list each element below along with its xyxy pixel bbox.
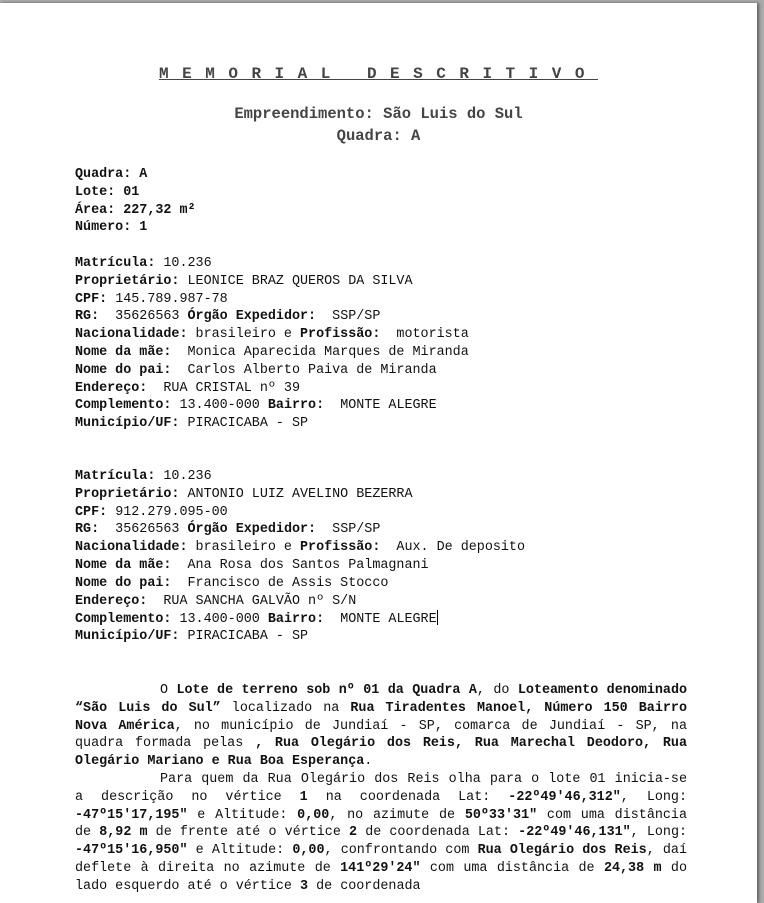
field-value: 10.236 xyxy=(155,256,212,271)
field-value: 1 xyxy=(131,220,148,236)
text-run: e Altitude: xyxy=(187,843,293,859)
field-value: brasileiro e xyxy=(187,327,300,343)
field-label: CPF: xyxy=(75,504,108,520)
document-page xyxy=(0,3,757,903)
lot-info-row xyxy=(75,184,695,202)
field-value: Aux. De deposito xyxy=(380,540,526,556)
proprietario-row xyxy=(75,273,695,291)
field-label: Nome da mãe: xyxy=(75,557,172,573)
field-value: Carlos Alberto Paiva de Miranda xyxy=(171,362,437,378)
field-label: Quadra: xyxy=(75,167,132,182)
text-run: localizado na xyxy=(220,700,351,716)
field-label: Bairro: xyxy=(267,612,325,628)
text-cursor[interactable] xyxy=(437,610,438,625)
pai-row xyxy=(75,362,695,380)
text-run: de coordenada xyxy=(308,878,421,894)
text-run: 2 xyxy=(349,825,358,841)
endereco-row xyxy=(75,380,695,398)
text-run: , daí deflete à direita no azimute de xyxy=(75,843,687,876)
text-run: -22º49'46,312" xyxy=(508,789,621,805)
quadra-heading: Quadra: A xyxy=(336,127,421,145)
text-run: -47º15'17,195" xyxy=(75,807,188,823)
text-run: -47º15'16,950" xyxy=(75,843,188,859)
field-label: Proprietário: xyxy=(75,486,180,502)
text-run: 3 xyxy=(300,878,309,894)
field-label: Área: xyxy=(75,202,116,218)
field-value: 912.279.095-00 xyxy=(107,504,228,520)
text-run: , Long: xyxy=(620,789,687,805)
field-label: Endereço: xyxy=(75,593,148,609)
description-paragraph-1 xyxy=(75,682,687,771)
field-label: Lote: xyxy=(75,184,116,200)
field-label: Nome do pai: xyxy=(75,575,172,591)
text-run: do lado esquerdo até o vértice xyxy=(75,860,687,894)
field-label: RG: xyxy=(75,309,100,325)
text-run: , confrontando com xyxy=(324,843,478,859)
field-value: SSP/SP xyxy=(316,309,381,325)
field-label: Município/UF: xyxy=(75,416,180,432)
field-value: 145.789.987-78 xyxy=(107,291,228,307)
municipio-row xyxy=(75,415,695,433)
field-value: motorista xyxy=(380,327,469,343)
field-label: Município/UF: xyxy=(75,629,180,645)
text-run: 50º33'31" xyxy=(464,807,538,823)
field-value: Francisco de Assis Stocco xyxy=(171,575,389,591)
mae-row xyxy=(75,557,695,575)
empreendimento-heading: Empreendimento: São Luis do Sul xyxy=(234,105,523,123)
field-value: 35626563 xyxy=(99,309,188,325)
nacionalidade-row xyxy=(75,539,695,557)
field-value: MONTE ALEGRE xyxy=(324,612,437,628)
field-label: Complemento: xyxy=(75,398,172,414)
pai-row xyxy=(75,575,695,593)
field-value: Ana Rosa dos Santos Palmagnani xyxy=(171,557,429,573)
nacionalidade-row xyxy=(75,326,695,344)
field-label: Matrícula: xyxy=(75,469,156,484)
text-run: Loteamento denominado “São Luis do Sul” xyxy=(75,683,688,716)
text-run: 141º29'24" xyxy=(340,860,421,876)
lot-info-row xyxy=(75,202,695,220)
text-run: , Rua Olegário dos Reis, Rua Marechal Deodoro, Rua Olegário Mariano e Rua Boa Esperança xyxy=(75,736,687,770)
text-run: Para quem da Rua Olegário dos Reis olha para o lote 01 inicia-se a descrição no vértice xyxy=(75,771,687,805)
owner-block-1 xyxy=(75,255,695,433)
text-run: , no azimute de xyxy=(329,807,465,823)
field-value: 10.236 xyxy=(155,469,212,484)
lot-info-row xyxy=(75,166,695,184)
field-label: Nome do pai: xyxy=(75,362,172,378)
text-run: e Altitude: xyxy=(187,807,298,823)
document-title: MEMORIAL DESCRITIVO xyxy=(159,65,598,83)
lot-info xyxy=(75,166,695,237)
text-run: com uma distância de xyxy=(420,860,604,876)
field-label: Órgão Expedidor: xyxy=(187,309,317,325)
field-label: Profissão: xyxy=(300,540,381,556)
municipio-row xyxy=(75,628,695,646)
matricula-row xyxy=(75,468,695,486)
rg-row xyxy=(75,521,695,539)
proprietario-row xyxy=(75,486,695,504)
field-value: MONTE ALEGRE xyxy=(324,398,437,414)
field-value: 227,32 m² xyxy=(115,202,196,218)
field-label: Nacionalidade: xyxy=(75,540,188,556)
text-run: na coordenada Lat: xyxy=(307,789,509,805)
text-run: , no município de Jundiaí - SP, comarca de Jundiaí - SP, na quadra formada pelas xyxy=(75,718,687,752)
mae-row xyxy=(75,344,695,362)
text-run: Rua Olegário dos Reis xyxy=(477,843,647,859)
field-label: Nome da mãe: xyxy=(75,344,172,360)
text-run: Lote de terreno sob nº 01 da Quadra A xyxy=(176,683,477,698)
text-run: 8,92 m xyxy=(99,825,148,841)
field-value: LEONICE BRAZ QUEROS DA SILVA xyxy=(179,273,413,289)
rg-row xyxy=(75,308,695,326)
description-paragraph-2 xyxy=(75,771,687,896)
field-value: PIRACICABA - SP xyxy=(179,629,309,645)
field-value: 35626563 xyxy=(99,522,188,538)
text-run: , do xyxy=(476,683,518,698)
field-value: ANTONIO LUIZ AVELINO BEZERRA xyxy=(179,486,413,502)
field-value: 13.400-000 xyxy=(171,612,268,628)
field-label: Matrícula: xyxy=(75,256,156,271)
field-value: 01 xyxy=(115,184,140,200)
field-value: RUA SANCHA GALVÃO nº S/N xyxy=(147,593,357,609)
field-label: Proprietário: xyxy=(75,273,180,289)
text-run: de frente até o vértice xyxy=(147,825,350,841)
text-run: O xyxy=(160,683,177,698)
text-run: -22º49'46,131" xyxy=(518,825,631,841)
field-value: RUA CRISTAL nº 39 xyxy=(147,380,301,396)
field-label: Órgão Expedidor: xyxy=(187,522,317,538)
complemento-row xyxy=(75,397,695,415)
text-run: 0,00 xyxy=(297,807,330,823)
matricula-row xyxy=(75,255,695,273)
description-body xyxy=(75,682,687,896)
text-run: 1 xyxy=(299,789,308,805)
field-label: CPF: xyxy=(75,291,108,307)
field-label: Endereço: xyxy=(75,380,148,396)
text-run: Rua Tiradentes Manoel, Número 150 Bairro Nova América xyxy=(75,700,687,734)
cpf-row xyxy=(75,504,695,522)
field-label: Número: xyxy=(75,220,132,236)
field-label: Nacionalidade: xyxy=(75,327,188,343)
text-run: com uma distância de xyxy=(75,807,687,841)
field-label: Bairro: xyxy=(267,398,325,414)
field-label: Complemento: xyxy=(75,612,172,628)
text-run: 0,00 xyxy=(292,843,325,859)
text-run: , Long: xyxy=(630,825,688,841)
text-run: 24,38 m xyxy=(603,860,662,876)
field-value: SSP/SP xyxy=(316,522,381,538)
field-value: A xyxy=(131,167,148,182)
text-run: de coordenada Lat: xyxy=(357,825,519,841)
field-value: 13.400-000 xyxy=(171,398,268,414)
owner-block-2 xyxy=(75,468,695,646)
field-value: PIRACICABA - SP xyxy=(179,416,309,432)
lot-info-row xyxy=(75,219,695,237)
complemento-row xyxy=(75,610,695,628)
cpf-row xyxy=(75,291,695,309)
field-value: brasileiro e xyxy=(187,540,300,556)
text-run: . xyxy=(364,754,373,770)
field-label: Profissão: xyxy=(300,327,381,343)
field-label: RG: xyxy=(75,522,100,538)
endereco-row xyxy=(75,593,695,611)
field-value: Monica Aparecida Marques de Miranda xyxy=(171,344,469,360)
